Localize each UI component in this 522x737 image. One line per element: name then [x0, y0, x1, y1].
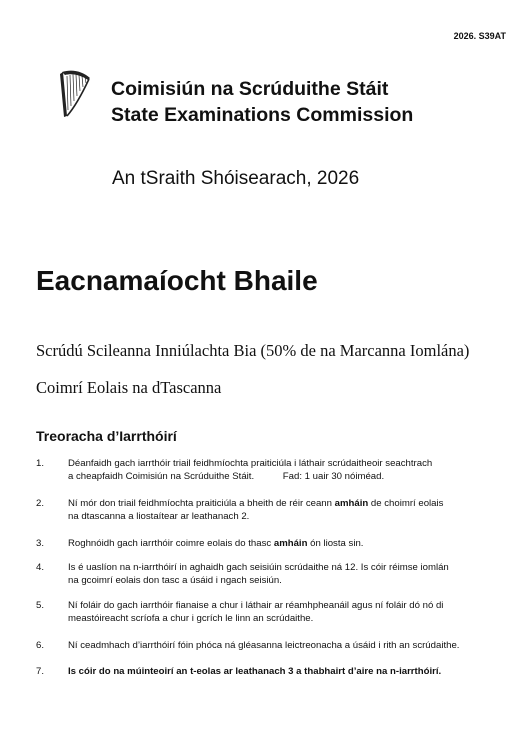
- item-text: Déanfaidh gach iarrthóir triail feidhmíochta praiticiúla i láthair scrúdaitheoir seachtrach: [68, 458, 433, 469]
- item-text: Ní mór don triail feidhmíochta praiticiúla a bheith de réir ceann: [68, 498, 335, 509]
- paper-code: 2026. S39AT: [453, 31, 506, 41]
- item-number: 7.: [36, 666, 45, 677]
- item-text: Ní ceadmhach d’iarrthóirí fóin phóca ná gléasanna leictreonacha a úsáid i rith an scrúdaithe.: [68, 640, 460, 651]
- item-number: 5.: [36, 600, 45, 611]
- item-text: Is cóir do na múinteoirí an t-eolas ar leathanach 3 a thabhairt d’aire na n-iarrthóirí.: [68, 666, 442, 677]
- item-text: Is é uaslíon na n-iarrthóirí in aghaidh gach seisiúin scrúdaithe ná 12. Is cóir réimse iomlán: [68, 562, 449, 573]
- item-emphasis: amháin: [273, 538, 308, 549]
- item-text: na dtascanna a liostaítear ar leathanach 2.: [68, 510, 250, 522]
- item-text: Roghnóidh gach iarrthóir coimre eolais do thasc: [68, 538, 274, 549]
- item-text: Ní foláir do gach iarrthóir fianaise a chur i láthair ar réamhpheanáil agus ní foláir dó nó di: [68, 600, 444, 611]
- item-text: a cheapfaidh Coimisiún na Scrúduithe Stáit.: [68, 470, 255, 482]
- commission-name-english: State Examinations Commission: [111, 104, 414, 126]
- item-text: na gcoimrí eolais don tasc a úsáid i ngach seisiún.: [68, 574, 282, 586]
- duration-text: Fad: 1 uair 30 nóiméad.: [282, 470, 385, 482]
- item-number: 6.: [36, 640, 45, 651]
- item-emphasis: amháin: [334, 498, 369, 509]
- exam-series: An tSraith Shóisearach, 2026: [112, 168, 360, 189]
- harp-logo-icon: [58, 68, 94, 120]
- item-number: 1.: [36, 458, 45, 469]
- exam-title: Scrúdú Scileanna Inniúlachta Bia (50% de na Marcanna Iomlána): [36, 341, 470, 360]
- item-text: de choimrí eolais: [368, 498, 444, 509]
- item-number: 2.: [36, 498, 45, 509]
- commission-name-irish: Coimisiún na Scrúduithe Stáit: [111, 78, 389, 100]
- subject-title: Eacnamaíocht Bhaile: [36, 265, 318, 296]
- booklet-title: Coimrí Eolais na dTascanna: [36, 378, 222, 397]
- instructions-heading: Treoracha d’Iarrthóirí: [36, 428, 177, 444]
- item-number: 3.: [36, 538, 45, 549]
- item-text: ón liosta sin.: [307, 538, 364, 549]
- item-text: meastóireacht scríofa a chur i gcrích le linn an scrúdaithe.: [68, 612, 314, 624]
- item-number: 4.: [36, 562, 45, 573]
- commission-name: [111, 76, 413, 128]
